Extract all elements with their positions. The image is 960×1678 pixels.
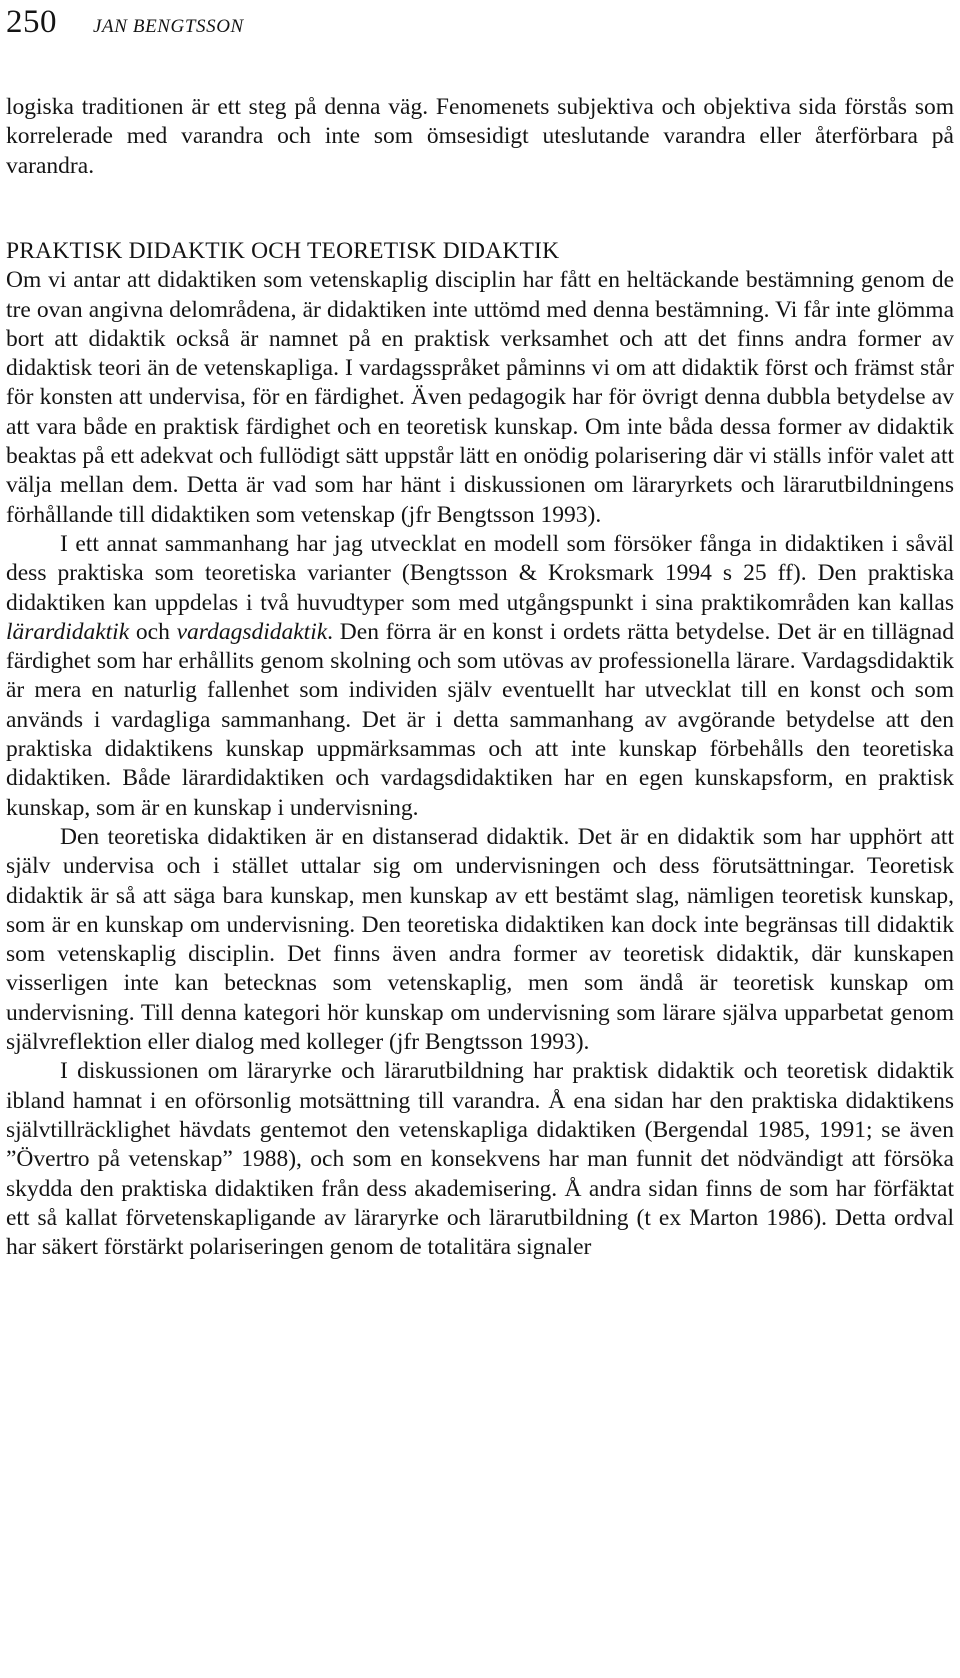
section-text-block bbox=[6, 237, 954, 1262]
term-lararadidaktik: lärardidaktik bbox=[6, 618, 130, 645]
running-head-author: JAN BENGTSSON bbox=[93, 16, 244, 37]
page-number: 250 bbox=[6, 4, 57, 40]
paragraph-4: I diskussionen om läraryrke och lärarutbildning har praktisk didaktik och teoretisk didaktik ibland hamnat i en oförsonlig motsättning till varandra. Å ena sidan har den praktiska didaktikens självtillräcklighet hävdats gentemot den vetenskapliga didaktiken (Bergendal 1985, 1991; se även ”Övertro på vetenskap” 1988), och som en konsekvens har man funnit det nödvändigt att försöka skydda den praktiska didaktiken från dess akademisering. Å andra sidan finns de som har förfäktat ett så kallat förvetenskapligande av läraryrke och lärarutbildning (t ex Marton 1986). Detta ordval har säkert förstärkt polariseringen genom de totalitära signaler bbox=[6, 1058, 954, 1261]
paragraph-2-text-c: . Den förra är en konst i ordets rätta betydelse. Det är en tillägnad färdighet som har erhållits genom skolning och som utövas av professionella lärare. Vardagsdidaktik är mera en naturlig fallenhet som individen själv eventuellt har utvecklat till en konst och som används i vardagliga sammanhang. Det är i detta sammanhang av avgörande betydelse att den praktiska didaktikens kunskap uppmärksammas och att inte kunskap förbehålls den teoretiska didaktiken. Både lärardidaktiken och vardagsdidaktiken har en egen kunskapsform, en praktisk kunskap, som är en kunskap i undervisning. bbox=[6, 618, 954, 821]
term-vardagsdidaktik: vardagsdidaktik bbox=[176, 618, 328, 645]
paragraph-2 bbox=[6, 530, 954, 823]
intro-text-block bbox=[6, 93, 954, 181]
paragraph-1: Om vi antar att didaktiken som vetenskaplig disciplin har fått en heltäckande bestämning genom de tre ovan angivna delområdena, är didaktiken inte uttömd med denna bestämning. Vi får inte glömma bort att didaktik också är namnet på en praktisk verksamhet och att det finns andra former av didaktisk teori än de vetenskapliga. I vardagsspråket påminns vi om att didaktik först och främst står för konsten att undervisa, för en färdighet. Även pedagogik har för övrigt denna dubbla betydelse av att vara både en praktisk färdighet och en teoretisk kunskap. Om inte båda dessa former av didaktik beaktas på ett adekvat och fullödigt sätt uppstår lätt en onödig polarisering där vi ställs inför valet att välja mellan dem. Detta är vad som har hänt i diskussionen om läraryrkets och lärarutbildningens förhållande till didaktiken som vetenskap (jfr Bengtsson 1993). bbox=[6, 267, 954, 528]
paragraph-3: Den teoretiska didaktiken är en distanserad didaktik. Det är en didaktik som har upphört att själv undervisa och i stället uttalar sig om undervisningen och dess förutsättningar. Teoretisk didaktik är så att säga bara kunskap, men kunskap av ett bestämt slag, nämligen teoretisk kunskap, som är en kunskap om undervisning. Den teoretiska didaktiken kan dock inte begränsas till didaktik som vetenskaplig disciplin. Det finns även andra former av teoretisk didaktik, där kunskapen visserligen inte kan betecknas som vetenskaplig, men som ändå är teoretisk kunskap om undervisning. Till denna kategori hör kunskap om undervisning som lärare själva upparbetat genom självreflektion eller dialog med kolleger (jfr Bengtsson 1993). bbox=[6, 823, 954, 1056]
paragraph-2-text-b: och bbox=[129, 618, 177, 645]
section-heading: PRAKTISK DIDAKTIK OCH TEORETISK DIDAKTIK bbox=[6, 238, 560, 264]
intro-paragraph: logiska traditionen är ett steg på denna väg. Fenomenets subjektiva och objektiva sida förstås som korrelerade med varandra och inte som ömsesidigt uteslutande varandra eller återförbara på varandra. bbox=[6, 94, 954, 179]
running-header bbox=[6, 2, 244, 42]
paragraph-2-text-a: I ett annat sammanhang har jag utvecklat en modell som försöker fånga in didaktiken i såväl dess praktiska som teoretiska varianter (Bengtsson & Kroksmark 1994 s 25 ff). Den praktiska didaktiken kan uppdelas i två huvudtyper som med utgångspunkt i sina praktikområden kan kallas bbox=[6, 530, 954, 616]
